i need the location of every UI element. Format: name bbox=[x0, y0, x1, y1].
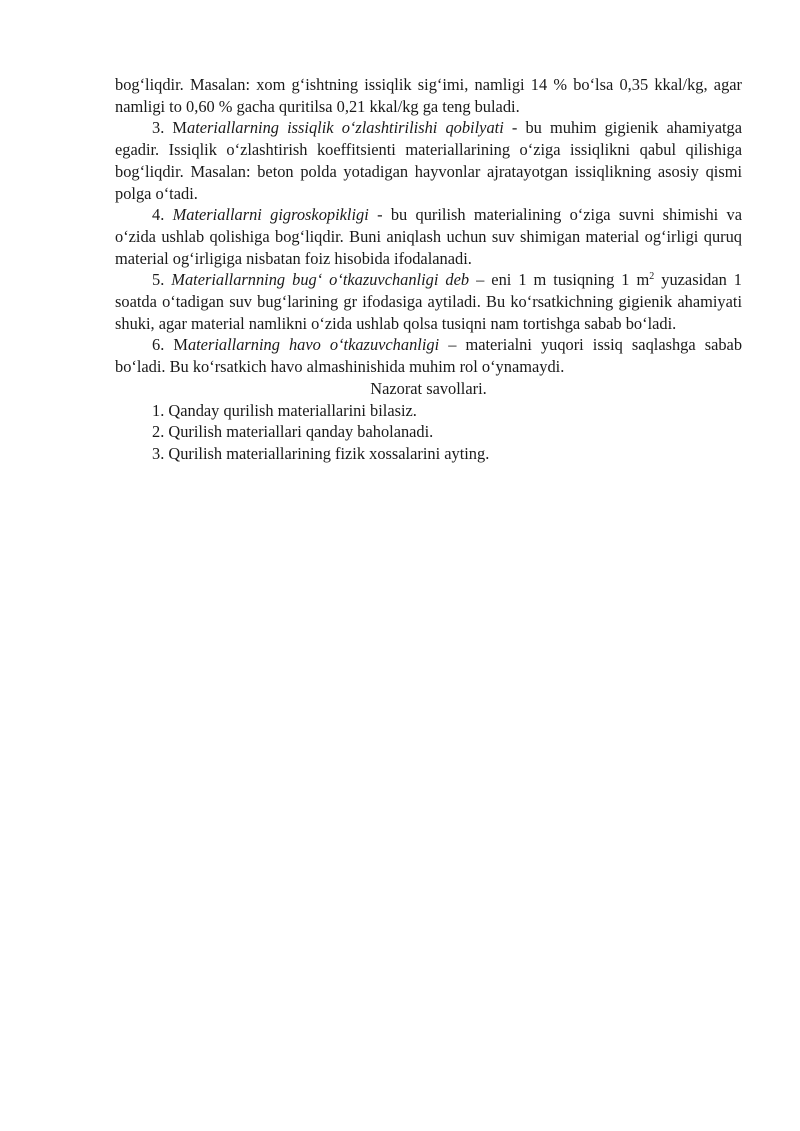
document-page bbox=[115, 74, 742, 465]
paragraph-number: 3. M bbox=[152, 118, 188, 138]
paragraph-hygroscopicity bbox=[115, 204, 742, 269]
question-item: 2. Qurilish materiallari qanday baholanadi. bbox=[152, 422, 434, 442]
paragraph-body: - bu qurilish materialining o‘ziga suvni shimishi va o‘zida ushlab qolishiga bog‘liqdir. Buni aniqlash uchun suv shimigan material og‘irligi quruq material og‘irligiga nisbatan foiz hisobida ifodalanadi. bbox=[115, 205, 742, 268]
paragraph-continuation: bog‘liqdir. Masalan: xom g‘ishtning issiqlik sig‘imi, namligi 14 % bo‘lsa 0,35 kkal/kg, agar namligi to 0,60 % gacha quritilsa 0,21 kkal/kg ga teng buladi. bbox=[115, 75, 742, 116]
paragraph-body-continued: yuzasidan 1 soatda o‘tadigan suv bug‘larining gr ifodasiga aytiladi. Bu ko‘rsatkichning gigienik ahamiyati shuki, agar material namlikni o‘zida ushlab qolsa tusiqni nam tortishga sabab bo‘ladi. bbox=[115, 270, 742, 333]
paragraph-number: 6. M bbox=[152, 335, 188, 355]
question-item: 3. Qurilish materiallarining fizik xossalarini ayting. bbox=[152, 443, 490, 463]
paragraph-body: – materialni yuqori issiq saqlashga sabab bo‘ladi. Bu ko‘rsatkich havo almashinishida muhim rol o‘ynamaydi. bbox=[115, 335, 743, 377]
paragraph-term: Materiallarni gigroskopikligi bbox=[172, 205, 369, 225]
paragraph-body: – eni 1 m tusiqning 1 m bbox=[469, 270, 650, 290]
question-item: 1. Qanday qurilish materiallarini bilasiz. bbox=[152, 400, 417, 420]
questions-heading: Nazorat savollari. bbox=[370, 378, 487, 398]
paragraph-air-permeability bbox=[115, 334, 742, 377]
paragraph-term: Materiallarnning bug‘ o‘tkazuvchanligi deb bbox=[171, 270, 470, 290]
paragraph-number: 4. bbox=[152, 205, 173, 225]
paragraph-heat-absorption bbox=[115, 117, 742, 204]
superscript: 2 bbox=[649, 271, 655, 283]
paragraph-term: ateriallarning issiqlik o‘zlashtirilishi qobilyati bbox=[187, 118, 504, 138]
paragraph-body: - bu muhim gigienik ahamiyatga egadir. Issiqlik o‘zlashtirish koeffitsienti materiallarining o‘ziga issiqlikni qabul qilishiga bog‘liqdir. Masalan: beton polda yotadigan hayvonlar ajratayotgan issiqlikning asosiy qismi polga o‘tadi. bbox=[115, 118, 742, 203]
paragraph-term: ateriallarning havo o‘tkazuvchanligi bbox=[187, 335, 440, 355]
paragraph-number: 5. bbox=[152, 270, 172, 290]
paragraph-vapor-permeability bbox=[115, 269, 742, 334]
